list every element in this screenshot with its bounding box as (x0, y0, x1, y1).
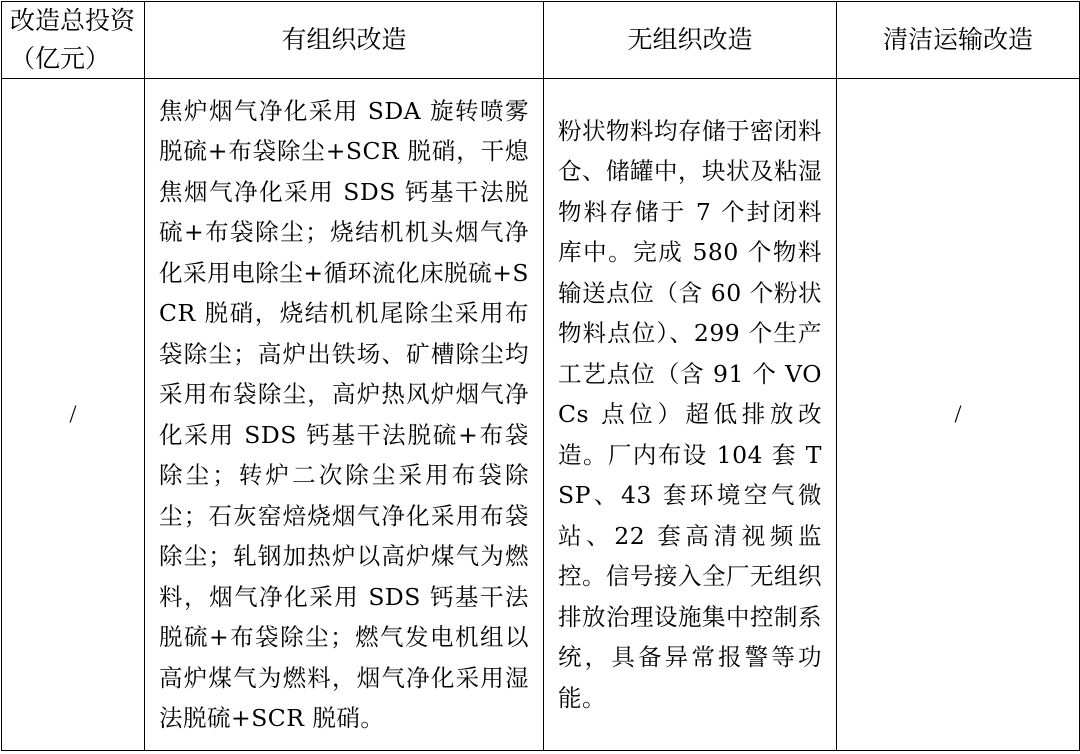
header-organized: 有组织改造 (145, 2, 544, 79)
table-header-row (2, 2, 1080, 79)
renovation-table (1, 1, 1080, 751)
header-clean-transport: 清洁运输改造 (837, 2, 1080, 79)
table-row (2, 79, 1080, 751)
cell-unorganized: 粉状物料均存储于密闭料仓、储罐中，块状及粘湿物料存储于 7 个封闭料库中。完成 580 个物料输送点位（含 60 个粉状物料点位）、299 个生产工艺点位（含 91 个 VOCs 点位）超低排放改造。厂内布设 104 套 TSP、43 套环境空气微站、22 套高清视频监控。信号接入全厂无组织排放治理设施集中控制系统，具备异常报警等功能。 (544, 79, 837, 751)
cell-organized: 焦炉烟气净化采用 SDA 旋转喷雾脱硫+布袋除尘+SCR 脱硝，干熄焦烟气净化采用 SDS 钙基干法脱硫+布袋除尘；烧结机机头烟气净化采用电除尘+循环流化床脱硫+SCR 脱硝，烧结机机尾除尘采用布袋除尘；高炉出铁场、矿槽除尘均采用布袋除尘，高炉热风炉烟气净化采用 SDS 钙基干法脱硫+布袋除尘；转炉二次除尘采用布袋除尘；石灰窑焙烧烟气净化采用布袋除尘；轧钢加热炉以高炉煤气为燃料，烟气净化采用 SDS 钙基干法脱硫+布袋除尘；燃气发电机组以高炉煤气为燃料，烟气净化采用湿法脱硫+SCR 脱硝。 (145, 79, 544, 751)
header-total-investment: 改造总投资（亿元） (2, 2, 145, 79)
cell-total-investment: / (2, 79, 145, 751)
cell-clean-transport: / (837, 79, 1080, 751)
header-unorganized: 无组织改造 (544, 2, 837, 79)
